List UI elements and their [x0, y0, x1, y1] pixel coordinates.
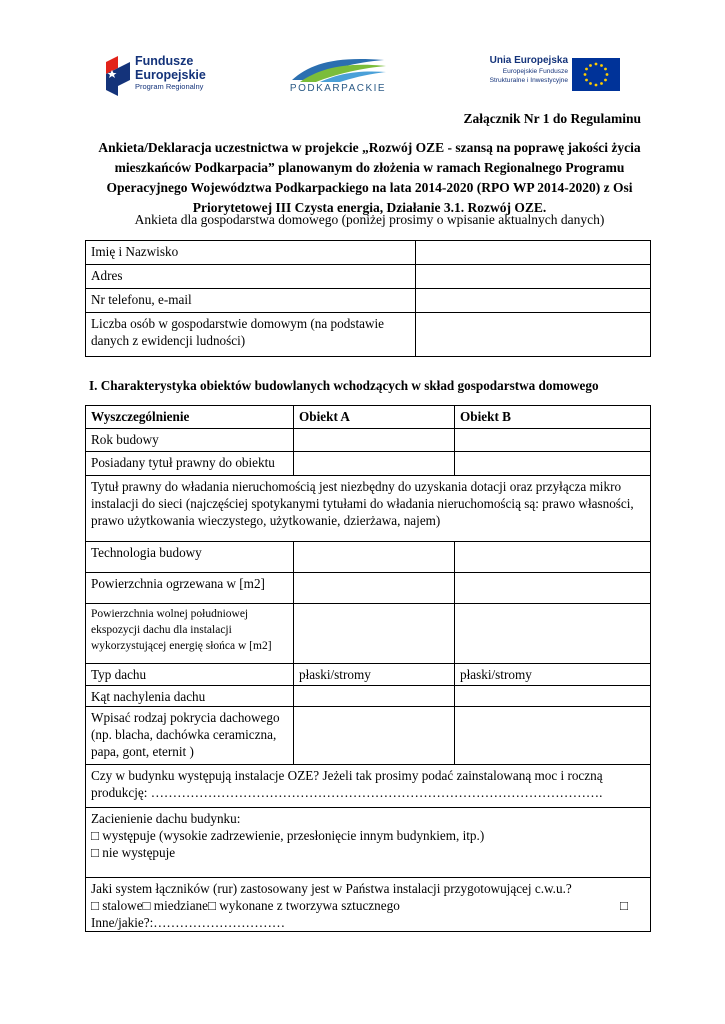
fundusze-europejskie-text — [135, 55, 206, 92]
header-object-a: Obiekt A — [294, 406, 455, 429]
table-row — [86, 476, 651, 542]
label-roof-type: Typ dachu — [86, 664, 294, 686]
table-row — [86, 573, 651, 604]
fundusze-europejskie-logo — [104, 53, 224, 99]
header-specification: Wyszczególnienie — [86, 406, 294, 429]
table-row — [86, 878, 651, 932]
label-roof-angle: Kąt nachylenia dachu — [86, 686, 294, 707]
table-header-row — [86, 406, 651, 429]
table-row — [86, 429, 651, 452]
table-row — [86, 542, 651, 573]
annex-label: Załącznik Nr 1 do Regulaminu — [463, 111, 641, 126]
label-roof-cover: Wpisać rodzaj pokrycia dachowego (np. blacha, dachówka ceramiczna, papa, gont, eternit ) — [86, 707, 294, 765]
input-building-technology-a[interactable] — [294, 542, 455, 573]
document-heading: Ankieta/Deklaracja uczestnictwa w projekcie „Rozwój OZE - szansą na poprawę jakości życia mieszkańców Podkarpacia” planowanym do złożenia w ramach Regionalnego Programu Operacyjnego Województwa Podkarpackiego na lata 2014-2020 (RPO WP 2014-2020) z Osi Priorytetowej III Czysta energia, Działanie 3.1. Rozwój OZE. — [98, 140, 641, 215]
legal-title-note: Tytuł prawny do władania nieruchomością jest niezbędny do uzyskania dotacji oraz przyłącza mikro instalacji do sieci (najczęściej spotykanymi tytułami do władania nieruchomością są: prawo własności, prawo użytkowania wieczystego, użytkowanie, dzierżawa, najem) — [86, 476, 651, 542]
shading-option-absent[interactable]: □ nie występuje — [91, 845, 176, 860]
podkarpackie-text: PODKARPACKIE — [289, 83, 387, 94]
oze-installations-question[interactable]: Czy w budynku występują instalacje OZE? Jeżeli tak prosimy podać zainstalowaną moc i roczną produkcję: …………………………………………………………………………………………. — [86, 765, 651, 808]
fe-line2: Europejskie — [135, 68, 206, 82]
label-heated-area: Powierzchnia ogrzewana w [m2] — [86, 573, 294, 604]
eu-flag-icon — [572, 58, 620, 91]
input-household-size[interactable] — [416, 313, 651, 357]
input-legal-title-b[interactable] — [455, 452, 651, 476]
label-household-size: Liczba osób w gospodarstwie domowym (na podstawie danych z ewidencji ludności) — [86, 313, 416, 357]
table-row — [86, 808, 651, 878]
input-roof-angle-b[interactable] — [455, 686, 651, 707]
pipe-option-other[interactable]: Inne/jakie?:………………………… — [91, 915, 286, 930]
table-row — [86, 604, 651, 664]
pipe-options-row — [91, 897, 646, 914]
pipe-system-cell — [86, 878, 651, 932]
pipe-option-other-checkbox[interactable]: □ — [620, 898, 628, 913]
podkarpackie-hills-icon — [290, 54, 386, 82]
pipe-system-question: Jaki system łączników (rur) zastosowany jest w Państwa instalacji przygotowującej c.w.u.? — [91, 881, 572, 896]
input-roof-angle-a[interactable] — [294, 686, 455, 707]
input-phone-email[interactable] — [416, 289, 651, 313]
label-roof-south-area: Powierzchnia wolnej południowej ekspozycji dachu dla instalacji wykorzystującej energię słońca w [m2] — [86, 604, 294, 664]
label-address: Adres — [86, 265, 416, 289]
input-building-technology-b[interactable] — [455, 542, 651, 573]
ue-line3: Strukturalne i Inwestycyjne — [489, 77, 568, 84]
table-row — [86, 452, 651, 476]
podkarpackie-logo — [282, 54, 394, 98]
table-row — [86, 664, 651, 686]
input-legal-title-a[interactable] — [294, 452, 455, 476]
label-legal-title: Posiadany tytuł prawny do obiektu — [86, 452, 294, 476]
input-heated-area-b[interactable] — [455, 573, 651, 604]
input-heated-area-a[interactable] — [294, 573, 455, 604]
table-row — [86, 686, 651, 707]
input-name[interactable] — [416, 241, 651, 265]
fe-line1: Fundusze — [135, 54, 194, 68]
ue-line2: Europejskie Fundusze — [502, 68, 568, 75]
option-roof-type-b[interactable]: płaski/stromy — [455, 664, 651, 686]
pipe-option-steel[interactable]: □ stalowe — [91, 898, 143, 913]
input-build-year-a[interactable] — [294, 429, 455, 452]
document-subheading: Ankieta dla gospodarstwa domowego (poniżej prosimy o wpisanie aktualnych danych) — [134, 212, 605, 227]
unia-europejska-text — [486, 55, 568, 85]
pipe-option-plastic[interactable]: □ wykonane z tworzywa sztucznego — [208, 898, 400, 913]
roof-shading-cell — [86, 808, 651, 878]
fe-line3: Program Regionalny — [135, 82, 204, 91]
table-row — [86, 765, 651, 808]
pipe-option-copper[interactable]: □ miedziane — [142, 898, 208, 913]
roof-shading-title: Zacienienie dachu budynku: — [91, 811, 241, 826]
unia-europejska-logo — [486, 55, 622, 95]
input-roof-south-area-b[interactable] — [455, 604, 651, 664]
fundusze-europejskie-mark-icon — [104, 56, 130, 96]
section-1-title: I. Charakterystyka obiektów budowlanych wchodzących w skład gospodarstwa domowego — [89, 378, 599, 393]
table-row — [86, 289, 651, 313]
input-roof-cover-a[interactable] — [294, 707, 455, 765]
label-building-technology: Technologia budowy — [86, 542, 294, 573]
input-roof-south-area-a[interactable] — [294, 604, 455, 664]
table-row — [86, 707, 651, 765]
label-build-year: Rok budowy — [86, 429, 294, 452]
shading-option-present[interactable]: □ występuje (wysokie zadrzewienie, przesłonięcie innym budynkiem, itp.) — [91, 828, 485, 843]
input-build-year-b[interactable] — [455, 429, 651, 452]
logo-bar — [0, 50, 725, 102]
label-phone-email: Nr telefonu, e-mail — [86, 289, 416, 313]
personal-data-table — [85, 240, 651, 357]
objects-table — [85, 405, 651, 932]
table-row — [86, 241, 651, 265]
table-row — [86, 265, 651, 289]
option-roof-type-a[interactable]: płaski/stromy — [294, 664, 455, 686]
label-name: Imię i Nazwisko — [86, 241, 416, 265]
input-address[interactable] — [416, 265, 651, 289]
table-row — [86, 313, 651, 357]
header-object-b: Obiekt B — [455, 406, 651, 429]
input-roof-cover-b[interactable] — [455, 707, 651, 765]
ue-line1: Unia Europejska — [489, 55, 568, 66]
